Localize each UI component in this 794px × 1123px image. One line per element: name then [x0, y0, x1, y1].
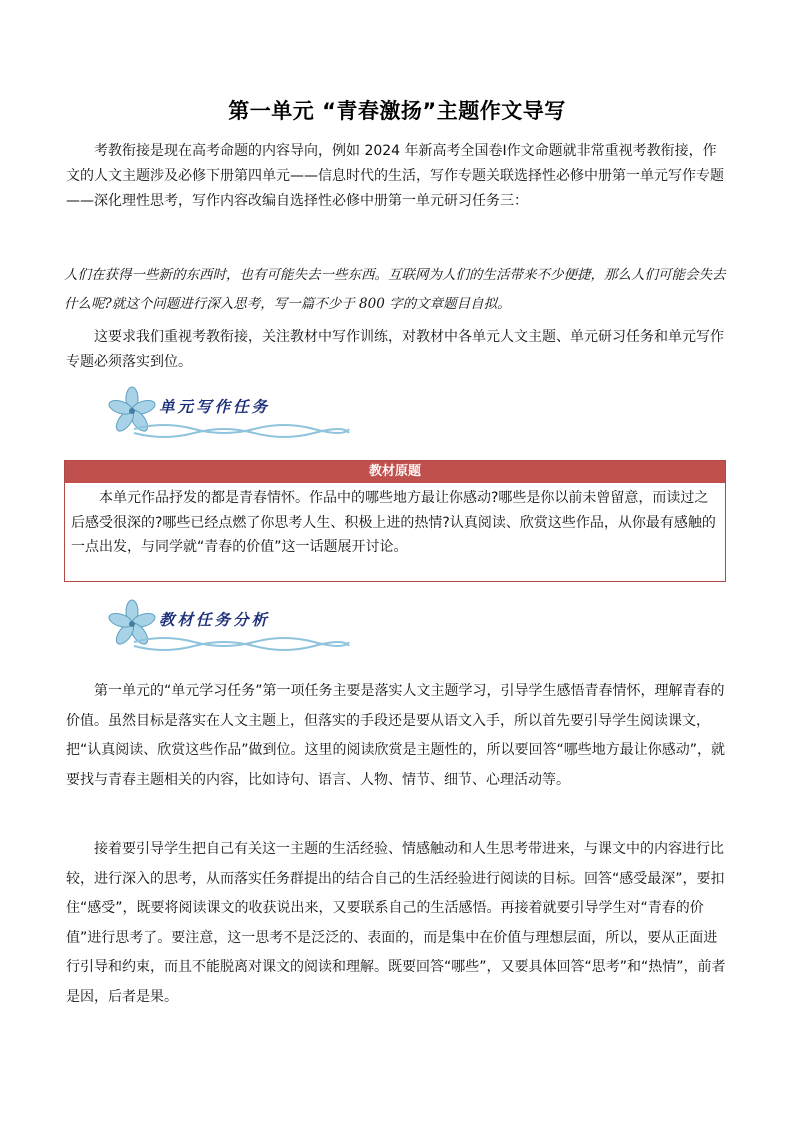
section-banner-analysis	[104, 598, 354, 658]
section-banner-writing-task	[104, 385, 354, 445]
intro-paragraph-2: 这要求我们重视考教衔接，关注教材中写作训练，对教材中各单元人文主题、单元研习任务和单元写作专题必须落实到位。	[66, 329, 724, 370]
task-box	[64, 460, 726, 582]
page-title: 第一单元 “青春激扬”主题作文导写	[228, 99, 566, 123]
intro-paragraph: 考教衔接是现在高考命题的内容导向，例如 2024 年新高考全国卷Ⅰ作文命题就非常重视考教衔接，作文的人文主题涉及必修下册第四单元——信息时代的生活，写作专题关联选择性必修中册第一单元写作专题——深化理性思考，写作内容改编自选择性必修中册第一单元研习任务三：	[66, 143, 724, 209]
section-label-analysis: 教材任务分析	[159, 610, 271, 629]
task-box-header: 教材原题	[65, 461, 725, 483]
prompt-quote: 人们在获得一些新的东西时，也有可能失去一些东西。互联网为人们的生活带来不少便捷，那么人们可能会失去什么呢?就这个问题进行深入思考，写一篇不少于 800 字的文章题目自拟。	[64, 267, 726, 312]
section-label-writing-task: 单元写作任务	[159, 397, 271, 416]
analysis-paragraph-2: 接着要引导学生把自己有关这一主题的生活经验、情感触动和人生思考带进来，与课文中的内容进行比较，进行深入的思考，从而落实任务群提出的结合自己的生活经验进行阅读的目标。回答“感受最深”，要扣住“感受”，既要将阅读课文的收获说出来，又要联系自己的生活感悟。再接着就要引导学生对“青春的价值”进行思考了。要注意，这一思考不是泛泛的、表面的，而是集中在价值与理想层面，所以，要从正面进行引导和约束，而且不能脱离对课文的阅读和理解。既要回答“哪些”，又要具体回答“思考”和“热情”，前者是因，后者是果。	[66, 841, 726, 1005]
analysis-paragraph-1: 第一单元的“单元学习任务”第一项任务主要是落实人文主题学习，引导学生感悟青春情怀，理解青春的价值。虽然目标是落实在人文主题上，但落实的手段还是要从语文入手，所以首先要引导学生阅读课文，把“认真阅读、欣赏这些作品”做到位。这里的阅读欣赏是主题性的，所以要回答“哪些地方最让你感动”，就要找与青春主题相关的内容，比如诗句、语言、人物、情节、细节、心理活动等。	[66, 683, 726, 788]
task-box-body: 本单元作品抒发的都是青春情怀。作品中的哪些地方最让你感动?哪些是你以前未曾留意，而读过之后感受很深的?哪些已经点燃了你思考人生、积极上进的热情?认真阅读、欣赏这些作品，从你最有感触的一点出发，与同学就“青春的价值”这一话题展开讨论。	[71, 490, 716, 555]
